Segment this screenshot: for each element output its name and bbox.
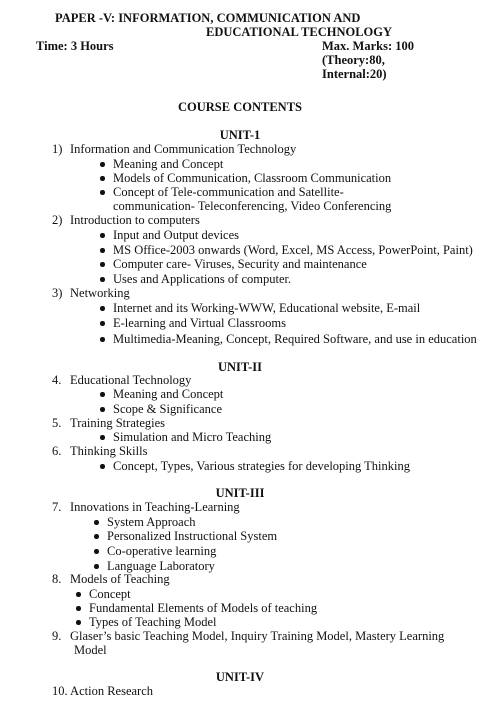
item4-number: 4.	[52, 373, 62, 387]
item3-bullet-1: Internet and its Working-WWW, Educational website, E-mail	[113, 301, 421, 315]
item4-title: Educational Technology	[70, 373, 192, 387]
item5-number: 5.	[52, 416, 62, 430]
item4-bullet-1: Meaning and Concept	[113, 387, 224, 401]
item1-bullet-3-continuation: communication- Teleconferencing, Video Conferencing	[113, 199, 392, 213]
item6-title: Thinking Skills	[70, 444, 148, 458]
item1-title: Information and Communication Technology	[70, 142, 297, 156]
item8-title: Models of Teaching	[70, 572, 170, 586]
item5-bullet-1: Simulation and Micro Teaching	[113, 430, 272, 444]
time-label: Time: 3 Hours	[36, 39, 114, 53]
max-marks-label: Max. Marks: 100	[322, 39, 414, 53]
item8-bullet-3: Types of Teaching Model	[89, 615, 217, 629]
item8-bullet-1: Concept	[89, 587, 131, 601]
item7-bullet-2: Personalized Instructional System	[107, 529, 278, 543]
item1-bullet-2: Models of Communication, Classroom Communication	[113, 171, 392, 185]
item7-bullet-3: Co-operative learning	[107, 544, 217, 558]
paper-title-line2: EDUCATIONAL TECHNOLOGY	[206, 25, 393, 39]
item2-bullet-2: MS Office-2003 onwards (Word, Excel, MS Access, PowerPoint, Paint)	[113, 243, 473, 257]
unit2-heading: UNIT-II	[217, 360, 262, 374]
item3-title: Networking	[70, 286, 130, 300]
unit1-heading: UNIT-1	[219, 128, 261, 142]
internal-marks: Internal:20)	[322, 67, 387, 81]
item3-bullet-2: E-learning and Virtual Classrooms	[113, 316, 286, 330]
item3-number: 3)	[52, 286, 63, 300]
item6-number: 6.	[52, 444, 62, 458]
item7-title: Innovations in Teaching-Learning	[70, 500, 240, 514]
item2-title: Introduction to computers	[70, 213, 200, 227]
course-contents-title: COURSE CONTENTS	[178, 100, 302, 114]
item3-bullet-3: Multimedia-Meaning, Concept, Required Software, and use in education	[113, 332, 477, 346]
item7-bullet-1: System Approach	[107, 515, 196, 529]
item4-bullet-2: Scope & Significance	[113, 402, 222, 416]
item2-bullet-1: Input and Output devices	[113, 228, 240, 242]
item9-number: 9.	[52, 629, 62, 643]
theory-marks: (Theory:80,	[322, 53, 385, 67]
item2-number: 2)	[52, 213, 63, 227]
item7-number: 7.	[52, 500, 62, 514]
item9-continuation: Model	[74, 643, 107, 657]
item5-title: Training Strategies	[70, 416, 166, 430]
item9-title: Glaser’s basic Teaching Model, Inquiry Training Model, Mastery Learning	[70, 629, 445, 643]
item10-title: 10. Action Research	[52, 684, 154, 698]
item1-bullet-1: Meaning and Concept	[113, 157, 224, 171]
item8-bullet-2: Fundamental Elements of Models of teaching	[89, 601, 318, 615]
item7-bullet-4: Language Laboratory	[107, 559, 215, 573]
item6-bullet-1: Concept, Types, Various strategies for developing Thinking	[113, 459, 410, 473]
item8-number: 8.	[52, 572, 62, 586]
paper-title-line1: PAPER -V: INFORMATION, COMMUNICATION AND	[55, 11, 361, 25]
item2-bullet-3: Computer care- Viruses, Security and maintenance	[113, 257, 367, 271]
item1-bullet-3: Concept of Tele-communication and Satellite-	[113, 185, 344, 199]
item1-number: 1)	[52, 142, 63, 156]
item2-bullet-4: Uses and Applications of computer.	[113, 272, 292, 286]
unit4-heading: UNIT-IV	[215, 670, 265, 684]
unit3-heading: UNIT-III	[215, 486, 265, 500]
